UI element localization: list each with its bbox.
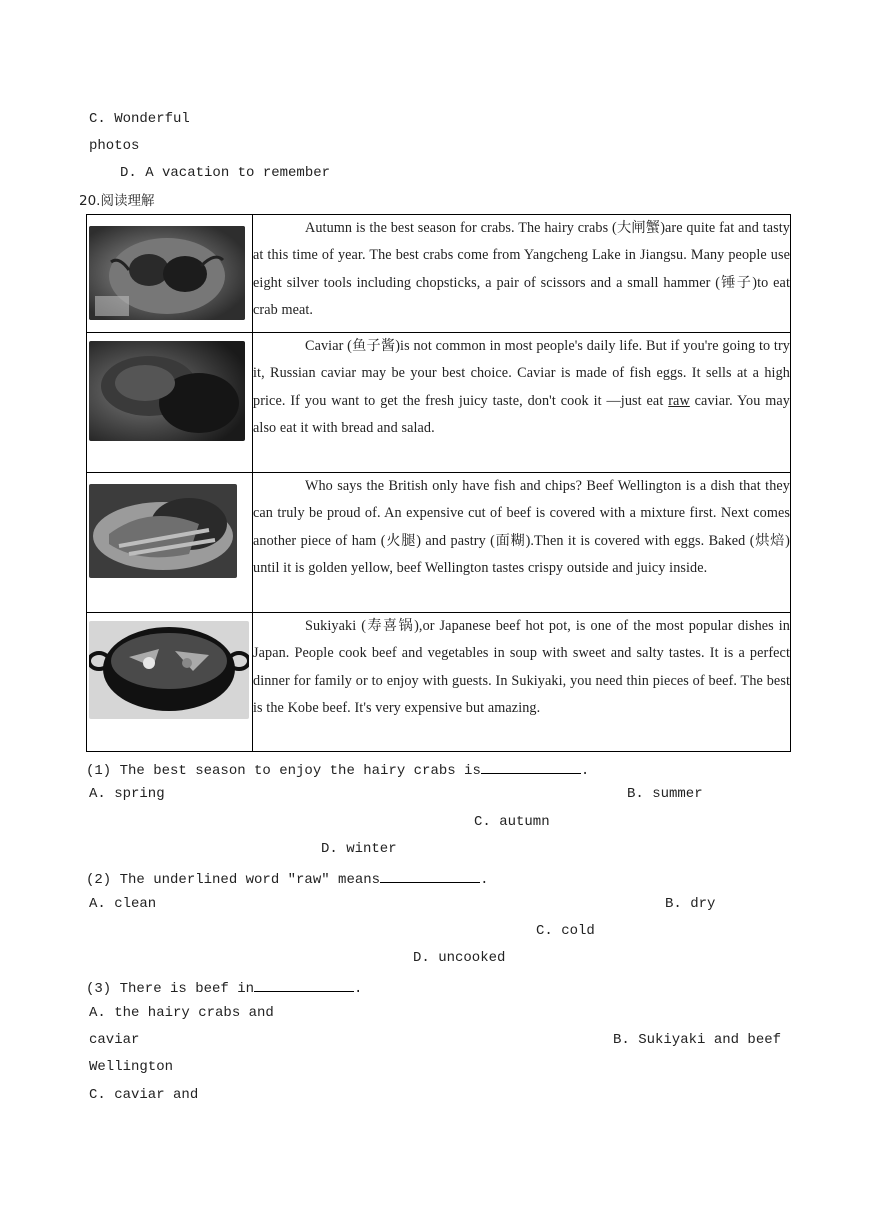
option-c-line1: C. Wonderful xyxy=(89,111,190,127)
q2-option-a: A. clean xyxy=(89,896,157,912)
passage-caviar xyxy=(253,333,790,442)
section-title: 阅读理解 xyxy=(100,193,155,209)
text-cell xyxy=(253,215,791,333)
question-1 xyxy=(86,757,589,781)
image-cell xyxy=(87,215,253,333)
q3-option-a-line1: A. the hairy crabs and xyxy=(89,1005,274,1021)
question-end: . xyxy=(354,981,363,997)
image-cell xyxy=(87,473,253,613)
hairy-crabs-photo xyxy=(89,226,245,320)
reading-table xyxy=(86,214,791,752)
passage-row xyxy=(87,473,791,613)
q3-option-b-line2: Wellington xyxy=(89,1059,174,1075)
section-heading xyxy=(79,191,154,211)
answer-blank xyxy=(254,975,354,992)
question-end: . xyxy=(580,763,590,779)
answer-blank xyxy=(380,866,480,883)
option-d: D. A vacation to remember xyxy=(120,165,331,181)
passage-beef-wellington: Who says the British only have fish and chips? Beef Wellington is a dish that they can truly be proud of. An expensive cut of beef is covered with a mixture first. Next comes another piece of ham (火腿) and pastry (面糊).Then it is covered with eggs. Baked (烘焙) until it is golden yellow, beef Wellington tastes crispy outside and juicy inside. xyxy=(253,478,790,576)
image-cell xyxy=(87,613,253,752)
option-c-line2: photos xyxy=(89,138,140,154)
passage-hairy-crabs: Autumn is the best season for crabs. The hairy crabs (大闸蟹)are quite fat and tasty at this time of year. The best crabs come from Yangcheng Lake in Jiangsu. Many people use eight silver tools including chopsticks, a pair of scissors and a small hammer (锤子)to eat crab meat. xyxy=(253,220,790,318)
passage-sukiyaki: Sukiyaki (寿喜锅),or Japanese beef hot pot, is one of the most popular dishes in Japan. People cook beef and vegetables in soup with sweet and salty tastes. It is a perfect dinner for family or to enjoy with guests. In Sukiyaki, you need thin pieces of beef. The best is the Kobe beef. It's very expensive but amazing. xyxy=(253,618,790,716)
passage-row xyxy=(87,215,791,333)
q3-option-b-line1: B. Sukiyaki and beef xyxy=(613,1032,782,1048)
q2-option-b: B. dry xyxy=(665,896,716,912)
q2-option-d: D. uncooked xyxy=(413,950,506,966)
q1-option-b: B. summer xyxy=(627,786,703,802)
caviar-photo xyxy=(89,341,245,441)
text-cell xyxy=(253,473,791,613)
question-stem: (1) The best season to enjoy the hairy crabs is xyxy=(86,763,481,779)
q1-option-a: A. spring xyxy=(89,786,165,802)
question-stem: (2) The underlined word "raw" means xyxy=(86,872,381,888)
q3-option-c: C. caviar and xyxy=(89,1087,199,1103)
q1-option-c: C. autumn xyxy=(474,814,550,830)
question-stem: (3) There is beef in xyxy=(86,981,255,997)
q3-option-a-line2: caviar xyxy=(89,1032,140,1048)
underlined-word-raw: raw xyxy=(668,392,690,409)
text-cell xyxy=(253,613,791,752)
question-2 xyxy=(86,866,488,890)
q2-option-c: C. cold xyxy=(536,923,595,939)
beef-wellington-photo xyxy=(89,484,237,578)
passage-row xyxy=(87,613,791,752)
sukiyaki-photo xyxy=(89,621,249,719)
answer-blank xyxy=(481,757,581,774)
passage-row xyxy=(87,333,791,473)
question-end: . xyxy=(480,872,489,888)
caviar-text-after: caviar. You may also eat it with bread and salad. xyxy=(253,392,790,436)
q1-option-d: D. winter xyxy=(321,841,397,857)
question-3 xyxy=(86,975,362,999)
image-cell xyxy=(87,333,253,473)
caviar-text-before: Caviar (鱼子酱)is not common in most people's daily life. But if you're going to try it, Russian caviar may be your best choice. Caviar is made of fish eggs. It sells at a high price. If you want to get the fresh juicy taste, don't cook it —just eat xyxy=(253,338,790,409)
text-cell xyxy=(253,333,791,473)
section-number: 20. xyxy=(79,193,101,209)
